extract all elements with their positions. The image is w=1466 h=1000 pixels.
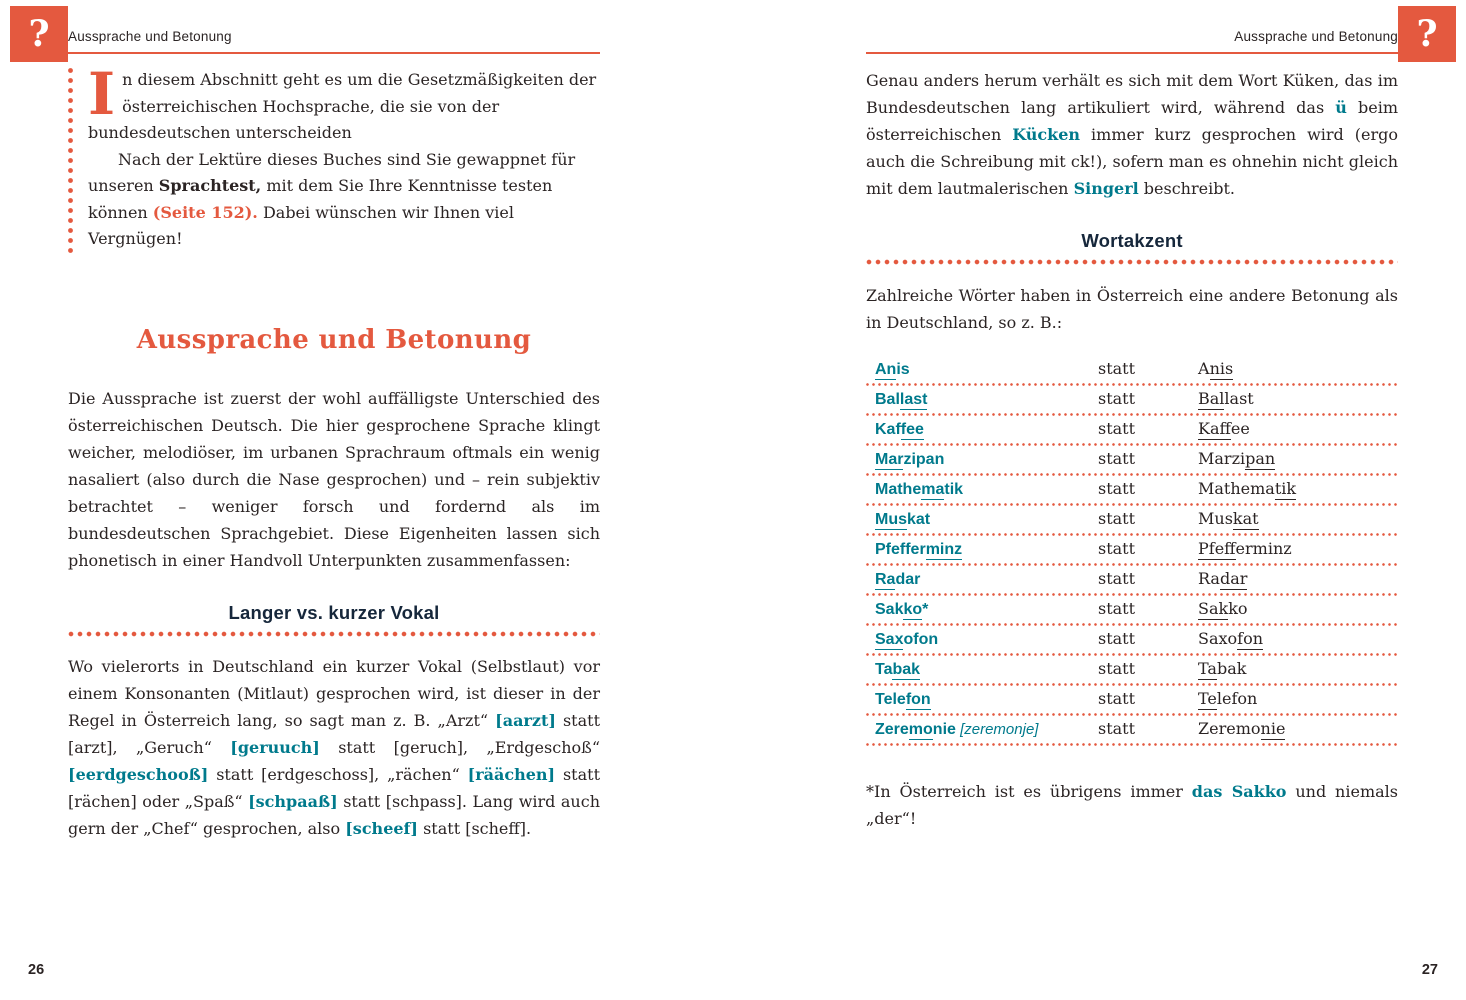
table-row: [866, 446, 1398, 473]
table-row: [866, 416, 1398, 443]
text-segment: statt [erdgeschoss], „rächen“: [208, 764, 468, 784]
stressed-syllable: mo: [908, 721, 933, 738]
stressed-syllable: Pfef: [1198, 539, 1236, 558]
section-heading-vokal: Langer vs. kurzer Vokal: [228, 601, 440, 623]
stressed-syllable: Mus: [875, 511, 907, 528]
word-part: Marzi: [1198, 449, 1246, 468]
austrian-word: [875, 450, 1098, 470]
text-segment: Wo vielerorts in Deutschland ein kurzer Vokal (Selbstlaut) vor einem Konsonanten (Mitlaut) gesprochen wird, ist dieser in der Regel in Österreich lang, so sagt man z. B. „Arzt“: [68, 656, 600, 730]
word-part: fee: [1230, 419, 1250, 438]
table-row: [866, 596, 1398, 623]
text-segment: und niemals „der“!: [866, 782, 1398, 828]
word-part: kat: [907, 511, 931, 528]
german-word: [1198, 479, 1398, 499]
word-part: Mus: [1198, 509, 1233, 528]
text-segment: (Seite 152).: [152, 202, 258, 222]
table-row: [866, 536, 1398, 563]
statt-label: statt: [1098, 389, 1136, 408]
body-paragraph-kueken: [866, 67, 1398, 202]
stressed-syllable: Bal: [1198, 389, 1225, 408]
text-segment: Dabei wünschen wir Ihnen viel Vergnügen!: [88, 202, 514, 248]
stressed-syllable: Mar: [875, 451, 904, 468]
austrian-word: [875, 480, 1098, 500]
stressed-syllable: fee: [900, 421, 924, 438]
word-part: nie: [932, 721, 956, 738]
word-part: bak: [1216, 659, 1247, 678]
german-word: [1198, 659, 1398, 679]
word-part: is: [896, 361, 910, 378]
text-segment: *In Österreich ist es übrigens immer: [866, 782, 1192, 801]
dotted-vertical-rule: [68, 67, 73, 253]
stressed-syllable: Sax: [875, 631, 904, 648]
word-part: Tele: [875, 691, 906, 708]
dotted-rule: [866, 259, 1398, 265]
text-segment: [geruuch]: [230, 737, 320, 757]
word-part: *: [922, 601, 929, 618]
statt-label: statt: [1098, 659, 1136, 678]
body-paragraph-1: [68, 385, 600, 574]
question-mark-icon: ?: [28, 13, 50, 55]
text-segment: beschreibt.: [1138, 179, 1235, 198]
text-segment: n diesem Abschnitt geht es um die Gesetzmäßigkeiten der österreichischen Hochsprache, die sie von der bundesdeutschen unterscheiden: [88, 70, 597, 142]
text-segment: statt [rächen] oder „Spaß“: [68, 764, 600, 811]
statt-label: statt: [1098, 449, 1136, 468]
austrian-word: [875, 660, 1098, 680]
stressed-syllable: nis: [1209, 359, 1234, 378]
stressed-syllable: nie: [1260, 719, 1286, 738]
austrian-word: [875, 510, 1098, 530]
header-rule: [68, 52, 600, 54]
german-word: [1198, 539, 1398, 559]
german-word: [1198, 509, 1398, 529]
statt-label: statt: [1098, 569, 1136, 588]
text-segment: Die Aussprache ist zuerst der wohl auffälligste Unterschied des österreichischen Deutsch. Die hier gesprochene Sprache klingt weicher, melodiöser, im urbanen Sprachraum oftmals ein wenig nasaliert (also durch die Nase gesprochen) und – rein subjektiv betrachtet – weniger forsch und fordernd als im bundesdeutschen Sprachgebiet. Diese Eigenheiten lassen sich phonetisch in einer Handvoll Unterpunkten zusammenfassen:: [68, 388, 600, 570]
stressed-syllable: fon: [1237, 629, 1264, 648]
austrian-word: [875, 570, 1098, 590]
pronunciation-note: [zeremonje]: [955, 721, 1039, 738]
text-segment: Sprachtest,: [158, 176, 262, 195]
running-header-text: Aussprache und Betonung: [1234, 29, 1398, 44]
statt-label: statt: [1098, 599, 1136, 618]
word-part: zipan: [903, 451, 945, 468]
statt-label: statt: [1098, 419, 1136, 438]
statt-label: statt: [1098, 629, 1136, 648]
statt-label: statt: [1098, 509, 1136, 528]
text-segment: das Sakko: [1191, 782, 1287, 801]
stressed-syllable: kat: [1232, 509, 1259, 528]
stressed-syllable: dar: [1219, 569, 1248, 588]
word-part: lefon: [1216, 689, 1258, 708]
table-row: [866, 626, 1398, 653]
austrian-word: [875, 360, 1098, 380]
wortakzent-table: [866, 356, 1398, 746]
austrian-word: [875, 690, 1098, 710]
stressed-syllable: Ta: [1198, 659, 1217, 678]
running-header-text: Aussprache und Betonung: [68, 29, 232, 44]
german-word: [1198, 389, 1398, 409]
row-separator: [866, 743, 1398, 746]
intro-section: [68, 60, 600, 253]
german-word: [1198, 719, 1398, 739]
word-part: Mathema: [1198, 479, 1275, 498]
stressed-syllable: fon: [905, 691, 931, 708]
question-mark-icon: ?: [1416, 13, 1438, 55]
word-part: Zeremo: [1198, 719, 1261, 738]
dotted-rule: [68, 631, 600, 637]
question-mark-badge: [1398, 6, 1456, 62]
german-word: [1198, 419, 1398, 439]
word-part: Mathe: [875, 481, 922, 498]
text-segment: statt [arzt], „Geruch“: [68, 710, 600, 757]
word-part: Saxo: [1198, 629, 1238, 648]
page-number-right: 27: [1421, 962, 1438, 978]
word-part: Kaf: [875, 421, 901, 438]
stressed-syllable: Kaf: [1198, 419, 1231, 438]
chapter-title: Aussprache und Betonung: [136, 324, 532, 355]
intro-paragraph-2: [88, 147, 600, 253]
table-row: [866, 506, 1398, 533]
text-segment: [aarzt]: [495, 710, 556, 730]
stressed-syllable: last: [899, 391, 928, 408]
austrian-word: [875, 630, 1098, 650]
text-segment: immer kurz gesprochen wird (ergo auch die Schreibung mit ck!), sofern man es ohnehin nicht gleich mit dem lautmalerischen: [866, 125, 1398, 198]
stressed-syllable: Ra: [875, 571, 896, 588]
text-segment: mit dem Sie Ihre Kenntnisse testen können: [88, 176, 553, 222]
german-word: [1198, 689, 1398, 709]
german-word: [1198, 569, 1398, 589]
table-row: [866, 656, 1398, 683]
text-segment: Genau anders herum verhält es sich mit dem Wort Küken, das im Bundesdeutschen lang artikuliert wird, während das: [866, 71, 1398, 117]
stressed-syllable: Sak: [1198, 599, 1229, 618]
text-segment: [scheef]: [345, 818, 418, 838]
header-rule: [866, 52, 1398, 54]
table-row: [866, 476, 1398, 503]
text-segment: Nach der Lektüre dieses Buches sind Sie gewappnet für unseren: [88, 149, 576, 195]
text-segment: [räächen]: [467, 764, 556, 784]
word-part: ko: [1228, 599, 1248, 618]
table-row: [866, 566, 1398, 593]
statt-label: statt: [1098, 359, 1136, 378]
running-header-right: [866, 0, 1398, 54]
stressed-syllable: An: [875, 361, 897, 378]
word-part: dar: [895, 571, 921, 588]
word-part: Ta: [875, 661, 893, 678]
text-segment: [schpaaß]: [248, 791, 338, 811]
text-segment: Kücken: [1012, 125, 1081, 144]
table-row: [866, 356, 1398, 383]
question-mark-badge: [10, 6, 68, 62]
stressed-syllable: tik: [1274, 479, 1297, 498]
drop-cap: I: [88, 60, 116, 128]
word-part: Pfeffer: [875, 541, 926, 558]
word-part: Ra: [1198, 569, 1220, 588]
intro-paragraph-1: [88, 60, 600, 147]
word-part: A: [1198, 359, 1210, 378]
footnote: [866, 778, 1398, 832]
stressed-syllable: ko: [903, 601, 923, 618]
wortakzent-intro: Zahlreiche Wörter haben in Österreich eine andere Betonung als in Deutschland, so z. B.:: [866, 286, 1398, 332]
text-segment: ü: [1335, 98, 1347, 117]
table-row: [866, 716, 1398, 743]
text-segment: statt [geruch], „Erdgeschoß“: [319, 737, 600, 757]
text-segment: statt [schpass]. Lang wird auch gern der „Chef“ gesprochen, also: [68, 791, 600, 838]
german-word: [1198, 599, 1398, 619]
german-word: [1198, 629, 1398, 649]
word-part: Bal: [875, 391, 900, 408]
intro-text: [88, 60, 600, 253]
statt-label: statt: [1098, 719, 1136, 738]
body-paragraph-2: [68, 653, 600, 842]
page-right: [733, 0, 1466, 1000]
stressed-syllable: ma: [921, 481, 945, 498]
text-segment: Singerl: [1073, 179, 1139, 198]
stressed-syllable: pan: [1245, 449, 1276, 468]
austrian-word: [875, 390, 1098, 410]
austrian-word: [875, 600, 1098, 620]
statt-label: statt: [1098, 539, 1136, 558]
stressed-syllable: Te: [1198, 689, 1217, 708]
text-segment: [eerdgeschooß]: [68, 764, 209, 784]
word-part: ferminz: [1235, 539, 1292, 558]
austrian-word: [875, 720, 1098, 740]
statt-label: statt: [1098, 689, 1136, 708]
statt-label: statt: [1098, 479, 1136, 498]
stressed-syllable: bak: [892, 661, 921, 678]
text-segment: beim österreichischen: [866, 98, 1399, 144]
section-heading-wortakzent: Wortakzent: [1081, 230, 1183, 251]
page-number-left: 26: [28, 962, 45, 978]
german-word: [1198, 449, 1398, 469]
running-header-left: [68, 0, 600, 54]
austrian-word: [875, 540, 1098, 560]
austrian-word: [875, 420, 1098, 440]
text-segment: statt [scheff].: [418, 818, 532, 838]
word-part: ofon: [903, 631, 939, 648]
word-part: tik: [944, 481, 964, 498]
word-part: Zere: [875, 721, 909, 738]
word-part: last: [1224, 389, 1254, 408]
table-row: [866, 386, 1398, 413]
stressed-syllable: minz: [925, 541, 963, 558]
word-part: Sak: [875, 601, 904, 618]
table-row: [866, 686, 1398, 713]
german-word: [1198, 359, 1398, 379]
